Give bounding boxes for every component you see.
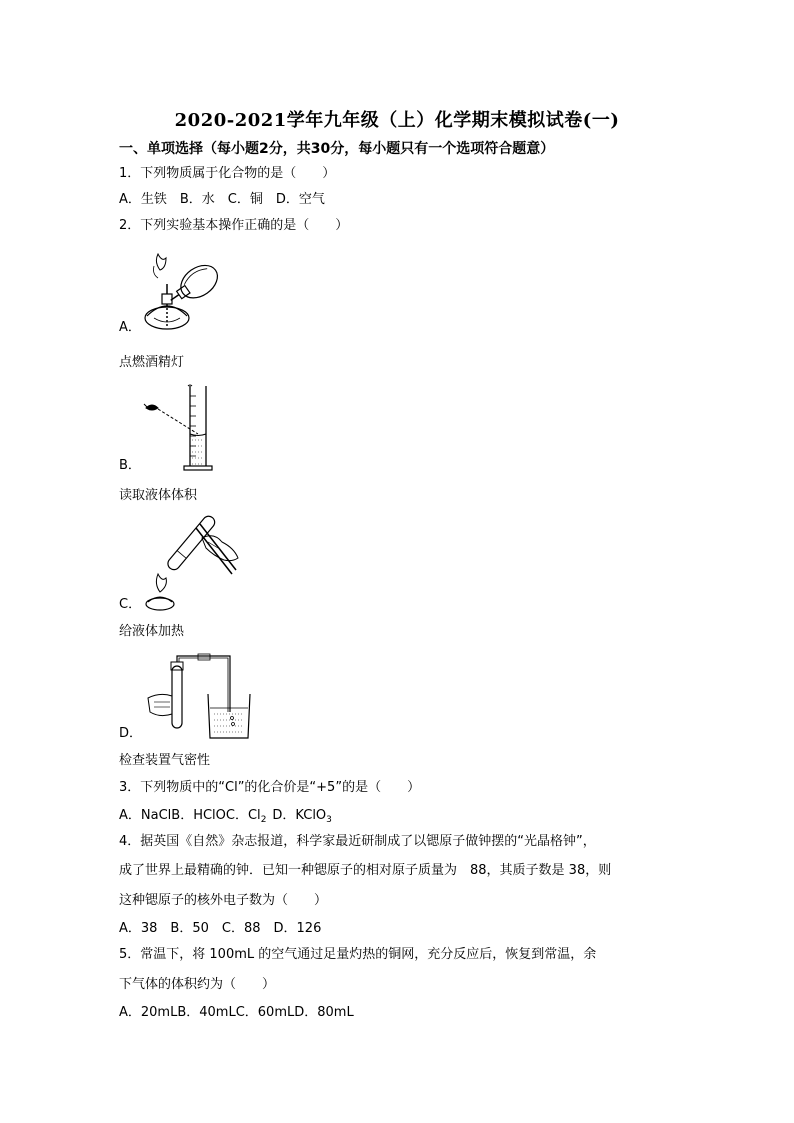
option-c-label: C． [119,597,142,612]
question-5-options: A．20mLB．40mLC．60mLD．80mL [119,1005,354,1020]
question-5-line-2: 下气体的体积约为（ ） [119,977,276,992]
alcohol-lamp-lighting-figure [140,248,230,334]
heating-test-tube-figure [140,512,246,612]
option-c-caption: 给液体加热 [119,624,185,639]
graduated-cylinder-figure [140,382,230,472]
option-b-caption: 读取液体体积 [119,488,198,503]
question-4-line-3: 这种锶原子的核外电子数为（ ） [119,893,328,908]
question-4-options: A．38 B．50 C．88 D．126 [119,921,322,936]
option-d-caption: 检查装置气密性 [119,753,211,768]
question-1-stem: 1．下列物质属于化合物的是（ ） [119,166,336,181]
q3-option-b: B．HClO [171,808,226,823]
option-d-label: D． [119,726,143,741]
question-4-line-1: 4．据英国《自然》杂志报道，科学家最近研制成了以锶原子做钟摆的“光晶格钟”， [119,834,596,849]
q3-option-d-subscript: 3 [326,815,332,825]
option-a-label: A． [119,320,141,335]
question-3-options [119,808,332,824]
question-2-stem: 2．下列实验基本操作正确的是（ ） [119,218,349,233]
q3-option-d: D．KClO [272,808,327,823]
airtightness-check-figure [140,652,256,742]
question-5-line-1: 5．常温下，将 100mL 的空气通过足量灼热的铜网，充分反应后，恢复到常温，余 [119,947,597,962]
question-4-line-2: 成了世界上最精确的钟．已知一种锶原子的相对原子质量为 88，其质子数是 38，则 [119,863,612,878]
page-title: 2020-2021学年九年级（上）化学期末模拟试卷(一) [174,110,620,131]
section-heading: 一、单项选择（每小题2分，共30分，每小题只有一个选项符合题意） [119,141,555,157]
q3-option-c: C．Cl [225,808,261,823]
option-a-caption: 点燃酒精灯 [119,355,185,370]
q3-option-a: A．NaCl [119,808,172,823]
question-1-options: A．生铁 B．水 C．铜 D．空气 [119,192,325,207]
q3-option-c-subscript: 2 [260,815,267,825]
option-b-label: B． [119,458,141,473]
question-3-stem: 3．下列物质中的“Cl”的化合价是“+5”的是（ ） [119,780,421,795]
